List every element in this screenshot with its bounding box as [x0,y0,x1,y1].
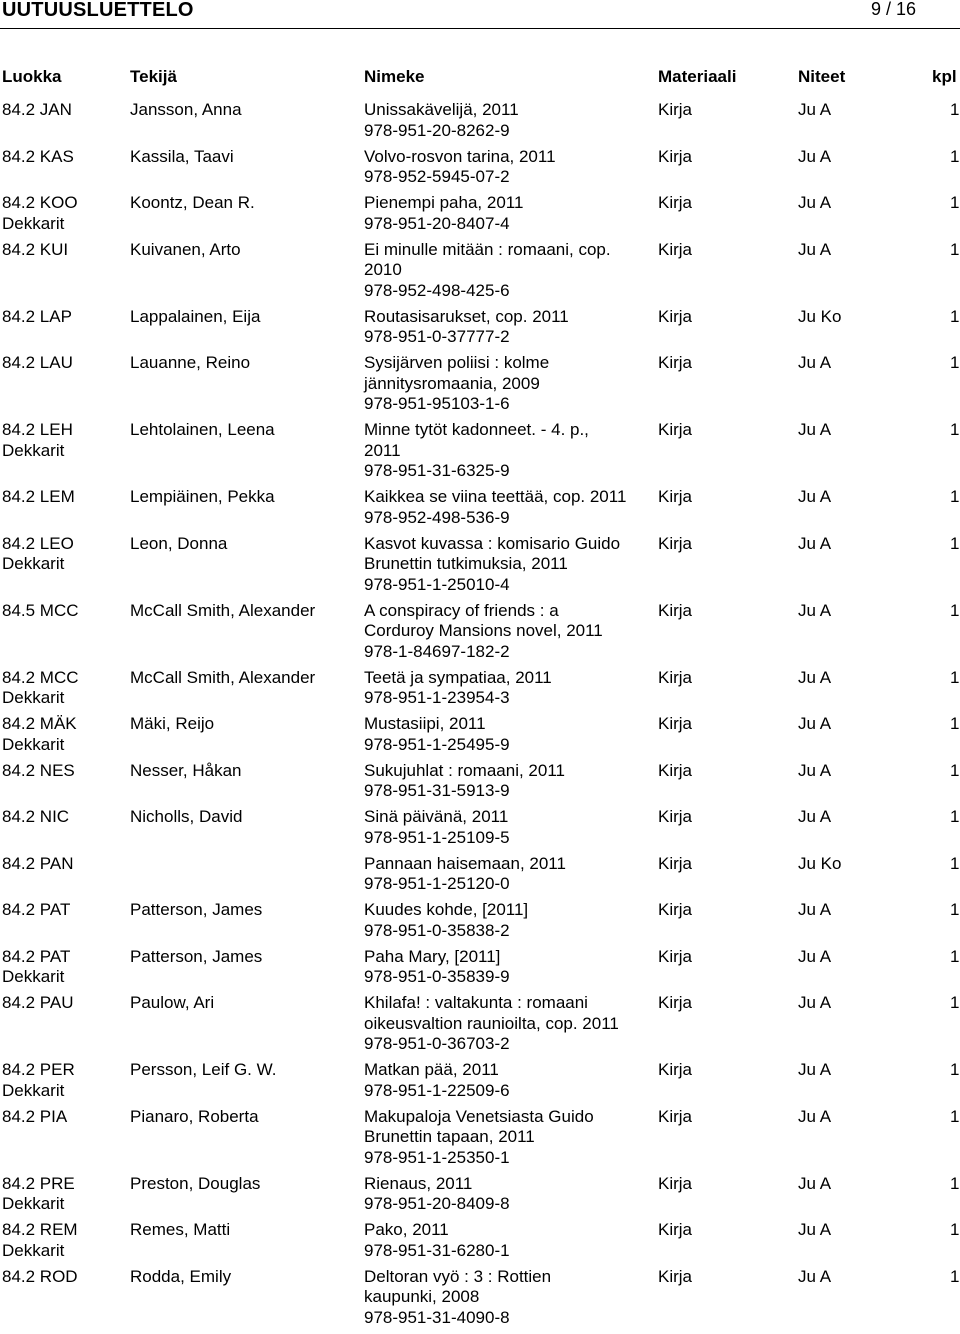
classification-cell [2,900,70,921]
material-cell: Kirja [658,946,693,966]
classification-cell-line: 84.2 KOO [2,193,78,212]
count-cell: 1 [950,146,960,166]
table-row [0,1220,960,1267]
classification-cell-line: 84.2 PIA [2,1106,68,1126]
classification-cell [2,1060,75,1101]
column-header-kpl: kpl [932,67,957,86]
title-cell-line: Mustasiipi, 2011 [364,714,486,733]
classification-cell [2,420,73,461]
material-cell: Kirja [658,807,693,826]
title-cell [364,854,566,895]
catalog-list [0,100,960,1334]
material-cell: Kirja [658,900,693,919]
material-cell: Kirja [658,1173,693,1193]
copies-location-cell: Ju A [798,714,832,733]
title-cell [364,100,519,141]
table-row [0,761,960,808]
material-cell: Kirja [658,1220,693,1239]
copies-location-cell: Ju A [798,1173,832,1193]
title-cell-line: 978-951-1-25010-4 [364,574,510,594]
count-cell: 1 [950,1106,960,1126]
classification-cell [2,993,74,1014]
classification-cell [2,1174,75,1215]
copies-location-cell: Ju A [798,353,832,372]
count-cell: 1 [950,239,960,259]
classification-cell [2,601,79,622]
title-cell [364,761,565,802]
copies-location-cell: Ju A [798,239,832,259]
count-cell: 1 [950,760,960,780]
title-cell-line: Paha Mary, [2011] [364,946,501,966]
title-cell-line: Sukujuhlat : romaani, 2011 [364,760,565,780]
copies-location-cell: Ju A [798,1266,832,1286]
copies-location-cell: Ju A [798,1060,832,1079]
copies-location-cell: Ju A [798,807,832,826]
count-cell: 1 [950,1060,960,1079]
title-cell [364,668,552,709]
title-cell-line: Sinä päivänä, 2011 [364,807,509,826]
title-cell-line: 978-951-20-8409-8 [364,1194,510,1213]
table-row [0,947,960,994]
title-cell-line: Kuudes kohde, [2011] [364,900,529,919]
page-title: UUTUUSLUETTELO [2,0,194,21]
author-cell: Mäki, Reijo [130,714,215,733]
column-header-tekija: Tekijä [130,67,177,86]
table-row [0,601,960,668]
count-cell: 1 [950,667,960,687]
material-cell: Kirja [658,420,693,439]
title-cell-line: 978-952-498-425-6 [364,280,510,300]
table-row [0,487,960,534]
classification-cell-line: Dekkarit [2,967,65,986]
classification-cell-line: 84.2 PAT [2,900,71,919]
copies-location-cell: Ju A [798,193,832,212]
table-row [0,100,960,147]
classification-cell [2,947,70,988]
table-row [0,193,960,240]
author-cell: Patterson, James [130,946,263,966]
author-cell: Remes, Matti [130,1220,231,1239]
table-row [0,993,960,1060]
title-cell [364,193,523,234]
material-cell: Kirja [658,600,693,620]
classification-cell [2,353,73,374]
classification-cell-line: 84.2 PAU [2,993,74,1012]
classification-cell-line: 84.2 KUI [2,239,69,259]
title-cell-line: 978-951-0-35838-2 [364,920,510,940]
title-cell [364,147,556,188]
copies-location-cell: Ju A [798,1106,832,1126]
material-cell: Kirja [658,1060,693,1079]
classification-cell-line: 84.2 KAS [2,146,74,166]
material-cell: Kirja [658,1266,693,1286]
title-cell [364,420,589,482]
author-cell: Leon, Donna [130,533,228,553]
count-cell: 1 [950,420,960,439]
material-cell: Kirja [658,533,693,553]
title-cell [364,487,626,528]
classification-cell [2,193,78,234]
classification-cell-line: Dekkarit [2,1194,65,1213]
classification-cell-line: 84.2 ROD [2,1266,78,1286]
title-cell-line: 978-951-0-37777-2 [364,327,510,346]
copies-location-cell: Ju A [798,1220,832,1239]
classification-cell-line: Dekkarit [2,688,65,707]
table-row [0,900,960,947]
table-row [0,1267,960,1334]
count-cell: 1 [950,946,960,966]
author-cell: Paulow, Ari [130,993,215,1012]
classification-cell [2,100,72,121]
title-cell [364,993,619,1055]
count-cell: 1 [950,1173,960,1193]
column-header-niteet: Niteet [798,67,846,86]
classification-cell-line: Dekkarit [2,213,65,233]
classification-cell-line: Dekkarit [2,554,65,573]
classification-cell-line: Dekkarit [2,1240,65,1260]
count-cell: 1 [950,600,960,620]
title-cell-line: 978-951-1-25120-0 [364,874,510,893]
title-cell [364,1220,510,1261]
classification-cell [2,240,68,261]
table-row [0,714,960,761]
count-cell: 1 [950,993,960,1012]
author-cell: Rodda, Emily [130,1266,232,1286]
classification-cell-line: 84.2 REM [2,1220,78,1239]
count-cell: 1 [950,807,960,826]
classification-cell-line: 84.2 PRE [2,1173,75,1193]
title-cell-line: Volvo-rosvon tarina, 2011 [364,146,556,166]
title-cell-line: Pannaan haisemaan, 2011 [364,853,566,873]
title-cell [364,1060,510,1101]
title-cell-line: Deltoran vyö : 3 : Rottien [364,1266,552,1286]
title-cell-line: Matkan pää, 2011 [364,1060,499,1079]
title-cell-line: Kaikkea se viina teettää, cop. 2011 [364,487,627,506]
title-cell-line: Teetä ja sympatiaa, 2011 [364,667,552,687]
title-cell-line: kaupunki, 2008 [364,1287,480,1306]
table-row [0,240,960,307]
copies-location-cell: Ju A [798,533,832,553]
classification-cell [2,1267,78,1288]
author-cell: Lehtolainen, Leena [130,420,275,439]
copies-location-cell: Ju A [798,100,832,119]
title-cell-line: 978-951-31-6325-9 [364,461,510,480]
count-cell: 1 [950,853,960,873]
author-cell: Koontz, Dean R. [130,193,255,212]
author-cell: Lappalainen, Eija [130,306,261,326]
table-row [0,854,960,901]
author-cell: McCall Smith, Alexander [130,600,316,620]
classification-cell [2,534,74,575]
classification-cell [2,487,75,508]
title-cell [364,307,569,348]
table-row [0,353,960,420]
count-cell: 1 [950,353,960,372]
classification-cell [2,854,74,875]
copies-location-cell: Ju A [798,146,832,166]
column-header-luokka: Luokka [2,67,62,86]
classification-cell-line: 84.2 PER [2,1060,75,1079]
material-cell: Kirja [658,760,693,780]
title-cell-line: 978-951-0-35839-9 [364,967,510,986]
table-row [0,1174,960,1221]
count-cell: 1 [950,487,960,506]
classification-cell [2,761,75,782]
title-cell-line: jännitysromaania, 2009 [364,373,540,393]
title-cell [364,1107,594,1169]
material-cell: Kirja [658,993,693,1012]
title-cell-line: 978-951-1-25495-9 [364,734,510,754]
classification-cell-line: 84.2 LEO [2,533,74,553]
author-cell: Lauanne, Reino [130,353,251,372]
title-cell-line: 978-951-31-4090-8 [364,1307,510,1327]
classification-cell-line: 84.2 LAU [2,353,73,372]
material-cell: Kirja [658,100,693,119]
column-header-nimeke: Nimeke [364,67,425,86]
count-cell: 1 [950,1220,960,1239]
table-row [0,807,960,854]
author-cell: Patterson, James [130,900,263,919]
title-cell-line: Rienaus, 2011 [364,1173,473,1193]
title-cell-line: 978-951-1-25109-5 [364,827,510,847]
classification-cell [2,307,72,328]
title-cell-line: Minne tytöt kadonneet. - 4. p., [364,420,589,439]
count-cell: 1 [950,714,960,733]
copies-location-cell: Ju A [798,420,832,439]
author-cell: Nicholls, David [130,807,243,826]
title-cell-line: 978-951-31-5913-9 [364,781,510,800]
title-cell-line: Corduroy Mansions novel, 2011 [364,621,603,640]
title-cell-line: 978-951-31-6280-1 [364,1240,510,1260]
copies-location-cell: Ju A [798,667,832,687]
count-cell: 1 [950,900,960,919]
classification-cell [2,714,77,755]
copies-location-cell: Ju A [798,900,832,919]
classification-cell-line: 84.2 JAN [2,100,72,119]
title-cell-line: 978-951-1-23954-3 [364,688,510,707]
classification-cell-line: 84.2 PAN [2,853,74,873]
author-cell: Lempiäinen, Pekka [130,487,275,506]
title-cell-line: Khilafa! : valtakunta : romaani [364,993,588,1012]
title-cell-line: 978-952-498-536-9 [364,507,510,527]
classification-cell [2,668,79,709]
title-cell-line: 978-951-20-8262-9 [364,120,510,140]
classification-cell-line: Dekkarit [2,440,65,460]
author-cell: Preston, Douglas [130,1173,261,1193]
page-number: 9 / 16 [870,0,916,19]
count-cell: 1 [950,193,960,212]
material-cell: Kirja [658,1106,693,1126]
copies-location-cell: Ju A [798,600,832,620]
author-cell: McCall Smith, Alexander [130,667,316,687]
material-cell: Kirja [658,306,693,326]
count-cell: 1 [950,100,960,119]
table-row [0,147,960,194]
title-cell [364,714,510,755]
table-row [0,307,960,354]
title-cell-line: Unissakävelijä, 2011 [364,100,519,119]
column-header-materiaali: Materiaali [658,67,737,86]
material-cell: Kirja [658,193,693,212]
title-cell-line: Kasvot kuvassa : komisario Guido [364,533,621,553]
title-cell [364,240,611,302]
title-cell-line: 978-952-5945-07-2 [364,167,510,186]
title-cell-line: A conspiracy of friends : a [364,600,559,620]
table-row [0,420,960,487]
copies-location-cell: Ju Ko [798,853,842,873]
classification-cell-line: 84.2 PAT [2,946,71,966]
count-cell: 1 [950,533,960,553]
classification-cell [2,1107,67,1128]
title-cell-line: Brunettin tapaan, 2011 [364,1127,535,1146]
title-cell-line: Sysijärven poliisi : kolme [364,353,550,372]
title-cell [364,947,510,988]
material-cell: Kirja [658,853,693,873]
classification-cell-line: 84.2 NES [2,760,75,780]
classification-cell-line: Dekkarit [2,1080,65,1100]
material-cell: Kirja [658,667,693,687]
title-cell-line: oikeusvaltion raunioilta, cop. 2011 [364,1013,619,1033]
classification-cell-line: 84.2 LEH [2,420,73,439]
author-cell: Kassila, Taavi [130,146,234,166]
classification-cell [2,1220,78,1261]
material-cell: Kirja [658,487,693,506]
title-cell-line: 978-951-95103-1-6 [364,394,510,413]
title-cell-line: Ei minulle mitään : romaani, cop. [364,239,611,259]
title-cell-line: 978-1-84697-182-2 [364,641,510,661]
author-cell: Persson, Leif G. W. [130,1060,277,1079]
title-cell [364,1267,551,1329]
copies-location-cell: Ju A [798,993,832,1012]
count-cell: 1 [950,1266,960,1286]
classification-cell-line: 84.2 NIC [2,807,70,826]
table-row [0,534,960,601]
title-cell [364,1174,510,1215]
title-cell [364,900,528,941]
title-cell [364,353,549,415]
classification-cell [2,147,74,168]
title-cell-line: Brunettin tutkimuksia, 2011 [364,554,568,573]
table-row [0,1060,960,1107]
material-cell: Kirja [658,714,693,733]
title-cell-line: 2010 [364,260,402,279]
author-cell: Nesser, Håkan [130,760,242,780]
title-cell-line: 978-951-0-36703-2 [364,1034,510,1053]
classification-cell-line: 84.2 LAP [2,306,72,326]
classification-cell-line: 84.2 LEM [2,487,75,506]
classification-cell-line: Dekkarit [2,734,65,754]
table-row [0,1107,960,1174]
table-row [0,668,960,715]
title-cell-line: Makupaloja Venetsiasta Guido [364,1106,594,1126]
title-cell-line: Pienempi paha, 2011 [364,193,524,212]
title-cell-line: 2011 [364,440,401,460]
copies-location-cell: Ju Ko [798,306,842,326]
header-divider [0,28,960,29]
copies-location-cell: Ju A [798,946,832,966]
title-cell [364,534,620,596]
title-cell-line: 978-951-1-25350-1 [364,1147,510,1167]
title-cell-line: Routasisarukset, cop. 2011 [364,306,569,326]
author-cell: Kuivanen, Arto [130,239,241,259]
classification-cell-line: 84.5 MCC [2,600,79,620]
title-cell [364,601,603,663]
title-cell-line: 978-951-20-8407-4 [364,213,510,233]
count-cell: 1 [950,306,960,326]
title-cell [364,807,510,848]
material-cell: Kirja [658,353,693,372]
classification-cell [2,807,69,828]
title-cell-line: Pako, 2011 [364,1220,449,1239]
material-cell: Kirja [658,239,693,259]
author-cell: Pianaro, Roberta [130,1106,259,1126]
copies-location-cell: Ju A [798,487,832,506]
classification-cell-line: 84.2 MÄK [2,714,77,733]
copies-location-cell: Ju A [798,760,832,780]
classification-cell-line: 84.2 MCC [2,667,79,687]
author-cell: Jansson, Anna [130,100,242,119]
material-cell: Kirja [658,146,693,166]
title-cell-line: 978-951-1-22509-6 [364,1080,510,1100]
